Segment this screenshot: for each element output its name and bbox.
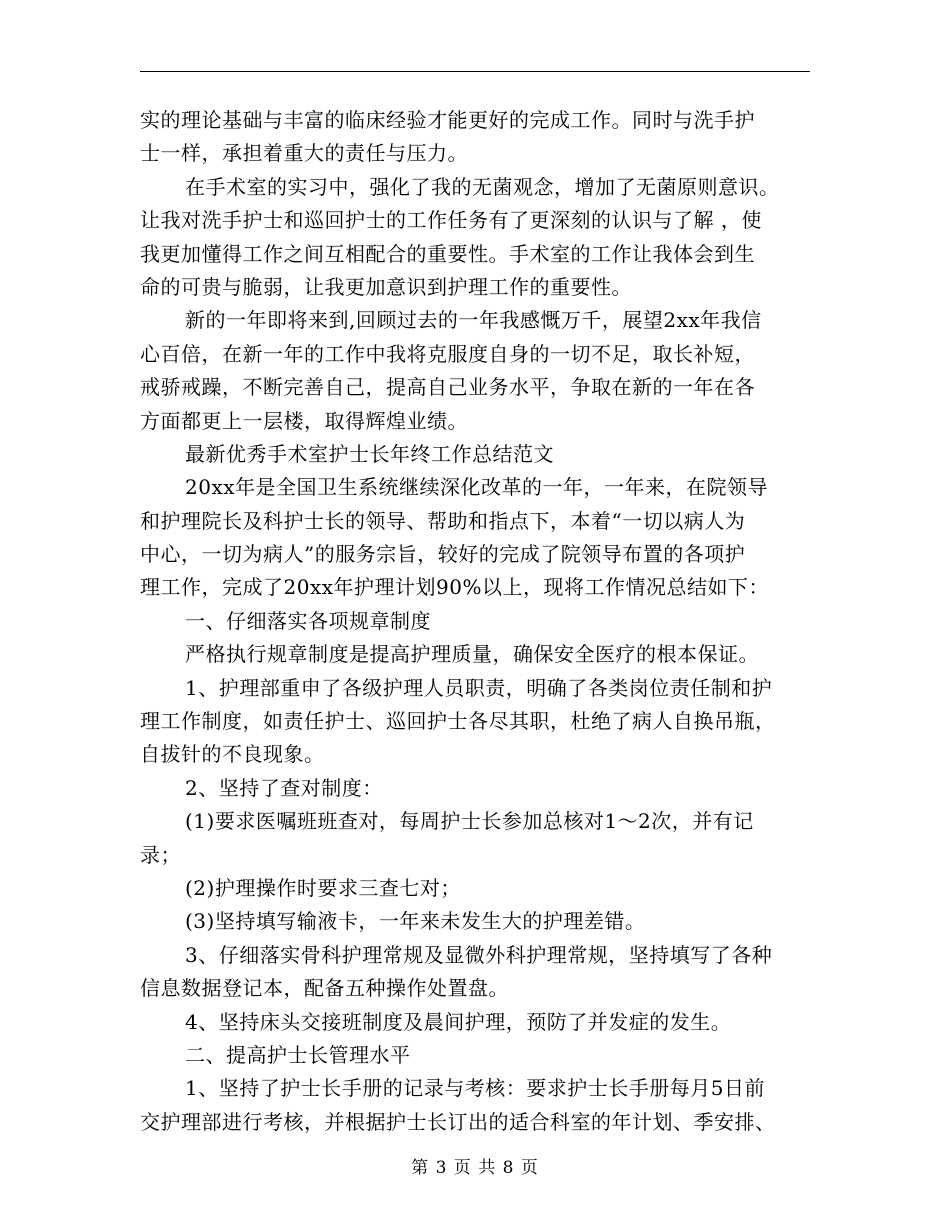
text-line: 我更加懂得工作之间互相配合的重要性。手术室的工作让我体会到生 bbox=[140, 241, 755, 266]
text-line: 1、坚持了护士长手册的记录与考核：要求护士长手册每月5日前 bbox=[185, 1076, 765, 1101]
text-line: 1、护理部重申了各级护理人员职责，明确了各类岗位责任制和护 bbox=[185, 675, 773, 700]
page-footer: 第 3 页 共 8 页 bbox=[411, 1158, 539, 1178]
text-line: 命的可贵与脆弱，让我更加意识到护理工作的重要性。 bbox=[140, 274, 632, 299]
text-line: 理工作制度，如责任护士、巡回护士各尽其职，杜绝了病人自换吊瓶， bbox=[140, 709, 776, 734]
text-line: 3、仔细落实骨科护理常规及显微外科护理常规，坚持填写了各种 bbox=[185, 942, 773, 967]
text-line: 2、坚持了查对制度： bbox=[185, 775, 383, 800]
text-line: 中心，一切为病人”的服务宗旨，较好的完成了院领导布置的各项护 bbox=[140, 542, 746, 567]
text-line: 4、坚持床头交接班制度及晨间护理，预防了并发症的发生。 bbox=[185, 1009, 732, 1034]
text-line: 最新优秀手术室护士长年终工作总结范文 bbox=[185, 441, 554, 466]
text-line: 新的一年即将来到,回顾过去的一年我感慨万千，展望2xx年我信 bbox=[185, 308, 762, 333]
text-line: 实的理论基础与丰富的临床经验才能更好的完成工作。同时与洗手护 bbox=[140, 108, 755, 132]
text-line: 在手术室的实习中，强化了我的无菌观念，增加了无菌原则意识。 bbox=[185, 174, 780, 199]
text-line: 士一样，承担着重大的责任与压力。 bbox=[140, 141, 468, 166]
text-line: 严格执行规章制度是提高护理质量，确保安全医疗的根本保证。 bbox=[185, 642, 759, 667]
text-line: 和护理院长及科护士长的领导、帮助和指点下，本着“一切以病人为 bbox=[140, 508, 746, 533]
document-body bbox=[140, 104, 812, 1139]
header-rule bbox=[140, 71, 810, 72]
text-line: 方面都更上一层楼，取得辉煌业绩。 bbox=[140, 408, 468, 433]
text-line: 录； bbox=[140, 842, 181, 867]
text-line: 一、仔细落实各项规章制度 bbox=[185, 608, 431, 633]
text-line: 信息数据登记本，配备五种操作处置盘。 bbox=[140, 976, 509, 1001]
text-line: 让我对洗手护士和巡回护士的工作任务有了更深刻的认识与了解 ，使 bbox=[140, 208, 762, 233]
text-line: 戒骄戒躁，不断完善自己，提高自己业务水平，争取在新的一年在各 bbox=[140, 375, 755, 400]
text-line: 心百倍，在新一年的工作中我将克服度自身的一切不足，取长补短， bbox=[140, 341, 755, 366]
text-line: 理工作，完成了20xx年护理计划90%以上，现将工作情况总结如下： bbox=[140, 575, 769, 600]
text-line: 自拔针的不良现象。 bbox=[140, 742, 325, 767]
text-line: 交护理部进行考核，并根据护士长订出的适合科室的年计划、季安排、 bbox=[140, 1109, 776, 1134]
text-line: (2)护理操作时要求三查七对； bbox=[185, 875, 461, 900]
text-line: (3)坚持填写输液卡，一年来未发生大的护理差错。 bbox=[185, 909, 646, 934]
text-line: 20xx年是全国卫生系统继续深化改革的一年，一年来，在院领导 bbox=[185, 475, 769, 500]
text-line: 二、提高护士长管理水平 bbox=[185, 1042, 411, 1067]
text-line: (1)要求医嘱班班查对，每周护士长参加总核对1～2次，并有记 bbox=[185, 809, 754, 834]
